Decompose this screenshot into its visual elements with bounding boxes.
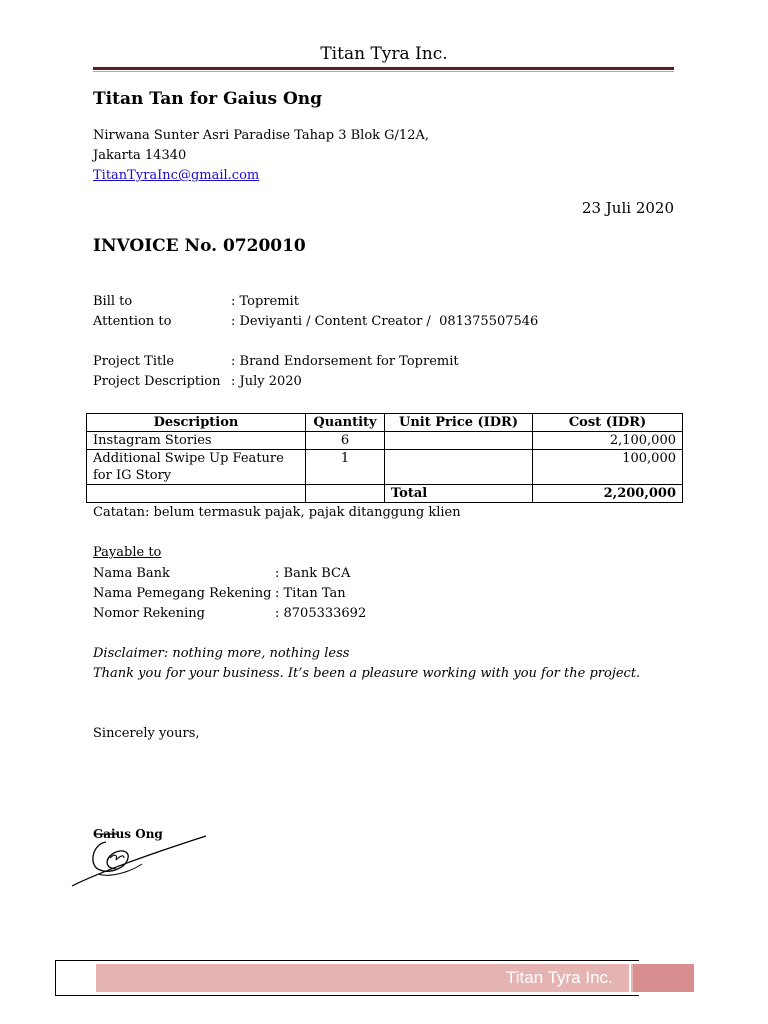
invoice-title: INVOICE No. 0720010 (93, 236, 306, 256)
account-holder-label: Nama Pemegang Rekening (93, 586, 272, 601)
total-empty-cell (87, 485, 306, 503)
bill-to-value: : Topremit (231, 294, 299, 309)
project-description-label: Project Description (93, 374, 221, 389)
total-label: Total (385, 485, 533, 503)
row-quantity: 1 (306, 450, 385, 485)
column-header-unit-price: Unit Price (IDR) (385, 414, 533, 432)
project-title-label: Project Title (93, 354, 175, 369)
column-header-description: Description (87, 414, 306, 432)
table-row (87, 432, 683, 450)
table-header-row (87, 414, 683, 432)
project-title-value: : Brand Endorsement for Topremit (231, 354, 459, 369)
bank-name-value: : Bank BCA (275, 566, 351, 581)
invoice-date: 23 Juli 2020 (581, 199, 674, 217)
total-empty-cell (306, 485, 385, 503)
total-value: 2,200,000 (533, 485, 683, 503)
bill-to-label: Bill to (93, 294, 133, 309)
footer-divider (629, 964, 631, 992)
table-total-row (87, 485, 683, 503)
payable-heading: Payable to (93, 545, 162, 560)
invoice-table (86, 413, 683, 503)
address-line-2: Jakarta 14340 (93, 148, 187, 163)
project-description-value: : July 2020 (231, 374, 302, 389)
row-quantity: 6 (306, 432, 385, 450)
address-line-1: Nirwana Sunter Asri Paradise Tahap 3 Blok G/12A, (93, 128, 429, 143)
tax-note: Catatan: belum termasuk pajak, pajak ditanggung klien (93, 505, 461, 520)
footer-accent (633, 964, 694, 992)
header-title: Titan Tyra Inc. (320, 44, 448, 64)
email-link[interactable]: TitanTyraInc@gmail.com (93, 168, 260, 183)
handwritten-signature (70, 828, 210, 890)
account-holder-value: : Titan Tan (275, 586, 346, 601)
row-cost: 2,100,000 (533, 432, 683, 450)
thank-you-note: Thank you for your business. It’s been a pleasure working with you for the project. (93, 666, 641, 681)
header-rule-thin (93, 71, 674, 72)
table-row (87, 450, 683, 485)
account-number-label: Nomor Rekening (93, 606, 205, 621)
sender-name: Titan Tan for Gaius Ong (93, 89, 322, 109)
closing: Sincerely yours, (93, 726, 200, 741)
header-rule (93, 67, 674, 70)
row-cost: 100,000 (533, 450, 683, 485)
disclaimer: Disclaimer: nothing more, nothing less (93, 646, 350, 661)
row-description: Instagram Stories (87, 432, 306, 450)
column-header-quantity: Quantity (306, 414, 385, 432)
bank-name-label: Nama Bank (93, 566, 170, 581)
row-description: Additional Swipe Up Feature for IG Story (87, 450, 306, 485)
row-unit-price (385, 450, 533, 485)
footer-brand: Titan Tyra Inc. (506, 968, 613, 987)
attention-label: Attention to (93, 314, 172, 329)
account-number-value: : 8705333692 (275, 606, 367, 621)
attention-value: : Deviyanti / Content Creator / 081375507546 (231, 314, 539, 329)
column-header-cost: Cost (IDR) (533, 414, 683, 432)
signatory-name: Gaius Ong (93, 827, 163, 841)
row-unit-price (385, 432, 533, 450)
